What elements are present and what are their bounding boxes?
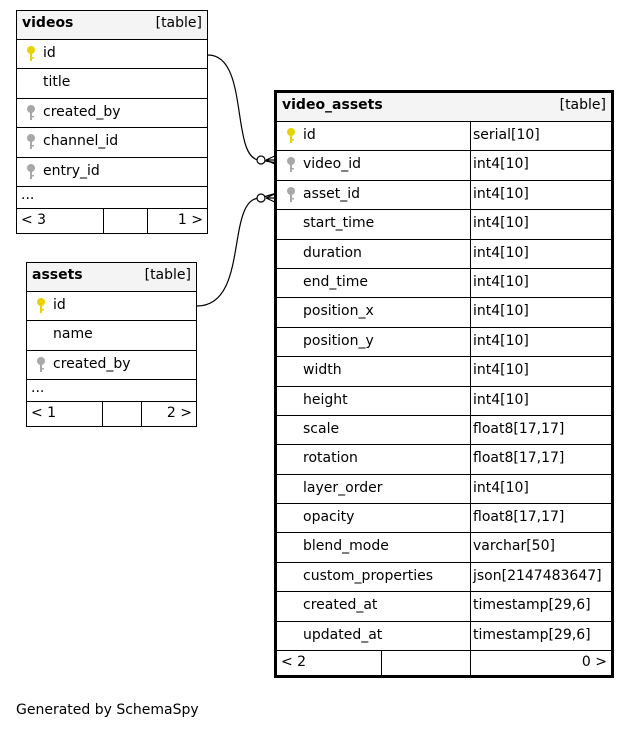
children-count: 2 > (166, 405, 192, 422)
column-type: int4[10] (473, 332, 529, 349)
column-row[interactable] (277, 328, 611, 357)
column-name: scale (303, 420, 340, 437)
column-type: serial[10] (473, 127, 540, 143)
column-name: created_at (303, 597, 378, 614)
column-name: id (303, 127, 316, 143)
foreign-key-icon (26, 163, 36, 181)
column-name: created_by (53, 355, 131, 372)
foreign-key-icon (26, 133, 36, 151)
column-row[interactable] (277, 298, 611, 327)
column-type: timestamp[29,6] (473, 597, 591, 614)
column-name: entry_id (43, 162, 100, 179)
column-name: id (43, 45, 56, 61)
column-row[interactable] (277, 357, 611, 386)
column-name: width (303, 362, 342, 379)
children-count: 0 > (581, 654, 607, 671)
column-row[interactable] (277, 416, 611, 445)
column-type: float8[17,17] (473, 450, 565, 467)
column-row[interactable] (277, 622, 611, 651)
table-kind: [table] (559, 97, 606, 113)
column-type: float8[17,17] (473, 509, 565, 526)
column-type: int4[10] (473, 185, 529, 202)
table-name: assets (32, 267, 83, 283)
table-footer (17, 209, 207, 233)
column-row[interactable] (27, 292, 196, 321)
link-assets-video-assets (197, 193, 277, 306)
column-name: position_y (303, 332, 374, 349)
table-videos[interactable] (16, 10, 208, 234)
link-videos-video-assets (208, 55, 277, 163)
foreign-key-icon (26, 104, 36, 122)
table-footer (277, 651, 611, 675)
column-name: position_x (303, 303, 374, 320)
column-row[interactable] (277, 151, 611, 180)
column-name: video_id (303, 156, 362, 173)
column-row[interactable] (27, 321, 196, 350)
column-name: asset_id (303, 185, 361, 202)
column-row[interactable] (17, 99, 207, 128)
column-name: custom_properties (303, 567, 433, 584)
column-row[interactable] (17, 69, 207, 98)
column-name: id (53, 297, 66, 313)
column-name: channel_id (43, 133, 119, 150)
column-type: int4[10] (473, 156, 529, 173)
table-header (27, 263, 196, 292)
column-type: int4[10] (473, 391, 529, 408)
table-kind: [table] (155, 15, 202, 31)
table-footer (27, 402, 196, 426)
column-name: opacity (303, 509, 355, 526)
column-name: end_time (303, 273, 369, 290)
column-row[interactable] (277, 387, 611, 416)
column-row[interactable] (277, 504, 611, 533)
credit-text: Generated by SchemaSpy (16, 702, 199, 718)
more-columns: ... (27, 380, 196, 402)
column-name: start_time (303, 215, 375, 232)
column-row[interactable] (277, 533, 611, 562)
primary-key-icon (286, 127, 296, 145)
parents-count: < 3 (21, 211, 47, 228)
foreign-key-icon (36, 356, 46, 374)
column-row[interactable] (27, 351, 196, 380)
foreign-key-icon (286, 186, 296, 204)
table-name: videos (22, 15, 74, 31)
column-row[interactable] (277, 475, 611, 504)
column-name: blend_mode (303, 538, 389, 555)
column-name: height (303, 391, 348, 408)
table-header (277, 93, 611, 122)
column-type: int4[10] (473, 362, 529, 379)
table-assets[interactable] (26, 262, 197, 427)
link-optional-marker (257, 156, 265, 164)
column-row[interactable] (277, 210, 611, 239)
column-name: title (43, 74, 71, 91)
column-type: float8[17,17] (473, 420, 565, 437)
more-columns: ... (17, 187, 207, 209)
column-row[interactable] (277, 445, 611, 474)
primary-key-icon (26, 45, 36, 63)
column-row[interactable] (277, 563, 611, 592)
column-type: int4[10] (473, 273, 529, 290)
column-row[interactable] (277, 122, 611, 151)
column-name: name (53, 326, 93, 343)
column-row[interactable] (277, 240, 611, 269)
column-row[interactable] (17, 128, 207, 157)
table-header (17, 11, 207, 40)
primary-key-icon (36, 297, 46, 315)
table-name: video_assets (282, 97, 383, 113)
link-optional-marker (257, 194, 265, 202)
column-name: rotation (303, 450, 358, 467)
column-row[interactable] (277, 269, 611, 298)
column-type: timestamp[29,6] (473, 626, 591, 643)
column-type: int4[10] (473, 244, 529, 261)
column-type: int4[10] (473, 479, 529, 496)
column-name: updated_at (303, 626, 383, 643)
foreign-key-icon (286, 156, 296, 174)
column-type: json[2147483647] (473, 567, 602, 584)
column-type: int4[10] (473, 303, 529, 320)
parents-count: < 2 (281, 654, 307, 671)
children-count: 1 > (177, 211, 203, 228)
table-kind: [table] (144, 267, 191, 283)
parents-count: < 1 (31, 405, 57, 422)
column-type: varchar[50] (473, 538, 555, 555)
column-row[interactable] (17, 40, 207, 69)
column-type: int4[10] (473, 215, 529, 232)
column-row[interactable] (277, 181, 611, 210)
column-name: duration (303, 244, 362, 261)
table-video-assets[interactable] (274, 90, 614, 678)
column-row[interactable] (17, 158, 207, 187)
column-row[interactable] (277, 592, 611, 621)
column-name: created_by (43, 103, 121, 120)
column-name: layer_order (303, 479, 383, 496)
